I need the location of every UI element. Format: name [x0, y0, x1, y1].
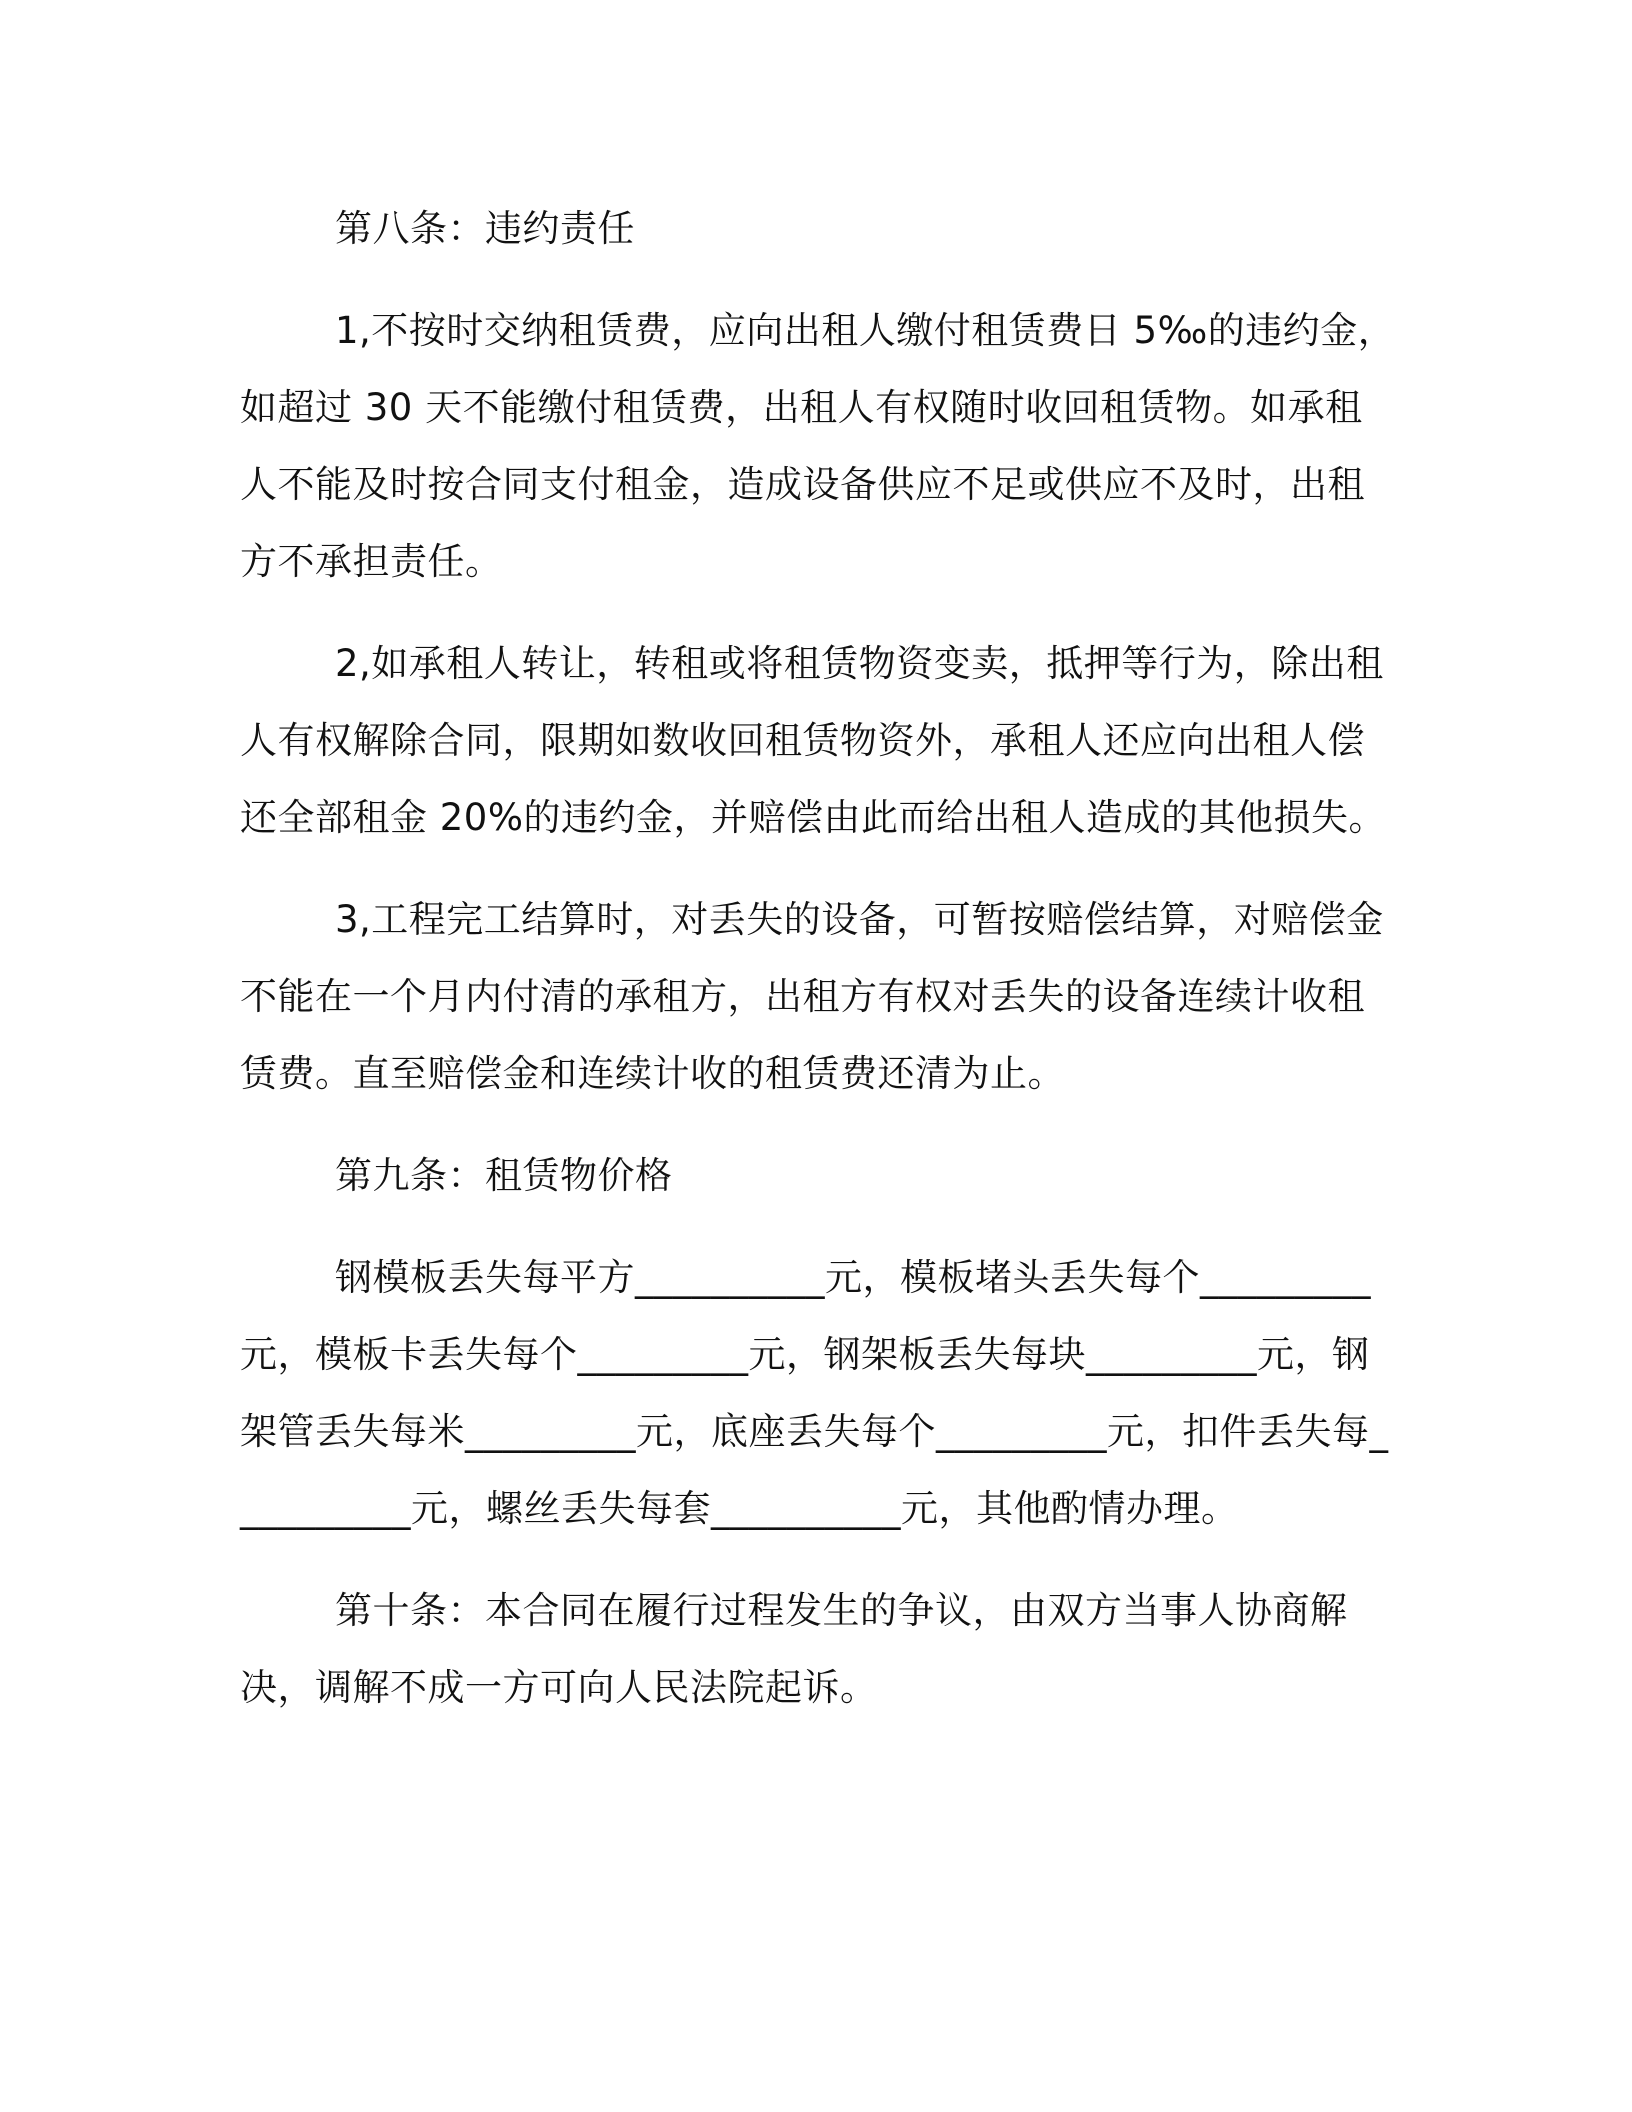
article-8-clause-3: 3,工程完工结算时，对丢失的设备，可暂按赔偿结算，对赔偿金不能在一个月内付清的承租方，出租方有权对丢失的设备连续计收租赁费。直至赔偿金和连续计收的租赁费还清为止。 [240, 898, 1384, 1095]
article-8-title: 第八条：违约责任 [335, 207, 635, 250]
article-10-body: 第十条：本合同在履行过程发生的争议，由双方当事人协商解决，调解不成一方可向人民法院起诉。 [240, 1589, 1348, 1709]
article-9-body: 钢模板丢失每平方__________元，模板堵头丢失每个_________元，模板卡丢失每个_________元，钢架板丢失每块_________元，钢架管丢失每米_________元，底座丢失每个_________元，扣件丢失每__________元，螺丝丢失每套__________元，其他酌情办理。 [240, 1256, 1389, 1530]
article-9-title: 第九条：租赁物价格 [335, 1154, 673, 1197]
article-8-clause-1: 1,不按时交纳租赁费，应向出租人缴付租赁费日 5‰的违约金，如超过 30 天不能缴付租赁费，出租人有权随时收回租赁物。如承租人不能及时按合同支付租金，造成设备供应不足或供应不及时，出租方不承担责任。 [240, 309, 1396, 583]
article-8-clause-2: 2,如承租人转让，转租或将租赁物资变卖，抵押等行为，除出租人有权解除合同，限期如数收回租赁物资外，承租人还应向出租人偿还全部租金 20%的违约金，并赔偿由此而给出租人造成的其他损失。 [240, 642, 1386, 839]
document-page [240, 190, 1400, 1751]
